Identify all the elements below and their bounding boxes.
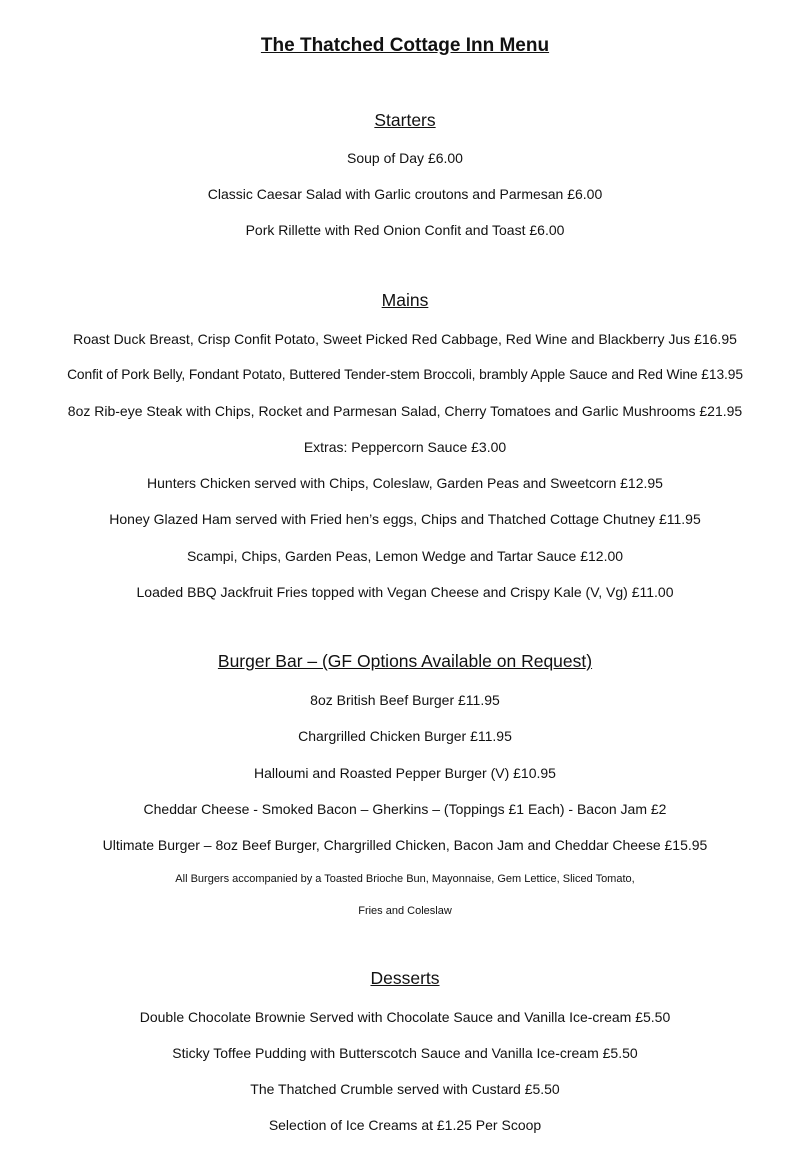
burger-item-ultimate: Ultimate Burger – 8oz Beef Burger, Chargrilled Chicken, Bacon Jam and Cheddar Cheese £15.95 [102,837,708,853]
main-item-scampi: Scampi, Chips, Garden Peas, Lemon Wedge and Tartar Sauce £12.00 [186,548,624,564]
burger-item-beef: 8oz British Beef Burger £11.95 [310,692,500,708]
dessert-item-brownie: Double Chocolate Brownie Served with Chocolate Sauce and Vanilla Ice-cream £5.50 [139,1009,671,1025]
burger-note-line2: Fries and Coleslaw [358,905,452,917]
burger-item-chicken: Chargrilled Chicken Burger £11.95 [298,728,512,744]
burger-note-line1: All Burgers accompanied by a Toasted Brioche Bun, Mayonnaise, Gem Lettice, Sliced Tomato, [175,873,635,885]
starter-item-soup: Soup of Day £6.00 [347,150,463,166]
main-item-ribeye: 8oz Rib-eye Steak with Chips, Rocket and Parmesan Salad, Cherry Tomatoes and Garlic Mushrooms £21.95 [67,403,743,419]
main-item-duck: Roast Duck Breast, Crisp Confit Potato, Sweet Picked Red Cabbage, Red Wine and Blackberry Jus £16.95 [73,331,737,347]
main-item-extras: Extras: Peppercorn Sauce £3.00 [303,439,507,455]
main-item-hunters-chicken: Hunters Chicken served with Chips, Coleslaw, Garden Peas and Sweetcorn £12.95 [147,475,663,491]
burger-bar-heading: Burger Bar – (GF Options Available on Request) [217,651,593,671]
burger-item-toppings: Cheddar Cheese - Smoked Bacon – Gherkins – (Toppings £1 Each) - Bacon Jam £2 [143,801,667,817]
main-item-jackfruit: Loaded BBQ Jackfruit Fries topped with Vegan Cheese and Crispy Kale (V, Vg) £11.00 [136,584,674,600]
main-item-ham: Honey Glazed Ham served with Fried hen’s eggs, Chips and Thatched Cottage Chutney £11.95 [109,511,701,527]
desserts-heading: Desserts [370,968,440,988]
starter-item-caesar-salad: Classic Caesar Salad with Garlic croutons and Parmesan £6.00 [207,186,603,202]
burger-item-halloumi: Halloumi and Roasted Pepper Burger (V) £10.95 [254,765,556,781]
starters-heading: Starters [374,110,436,130]
starter-item-pork-rillette: Pork Rillette with Red Onion Confit and Toast £6.00 [245,222,565,238]
mains-heading: Mains [381,290,429,310]
dessert-item-crumble: The Thatched Crumble served with Custard £5.50 [250,1081,560,1097]
menu-title: The Thatched Cottage Inn Menu [260,35,550,56]
dessert-item-sticky-toffee: Sticky Toffee Pudding with Butterscotch Sauce and Vanilla Ice-cream £5.50 [172,1045,638,1061]
dessert-item-ice-cream: Selection of Ice Creams at £1.25 Per Scoop [268,1117,542,1133]
main-item-pork-belly: Confit of Pork Belly, Fondant Potato, Buttered Tender-stem Broccoli, brambly Apple Sauce and Red Wine £13.95 [67,367,743,382]
